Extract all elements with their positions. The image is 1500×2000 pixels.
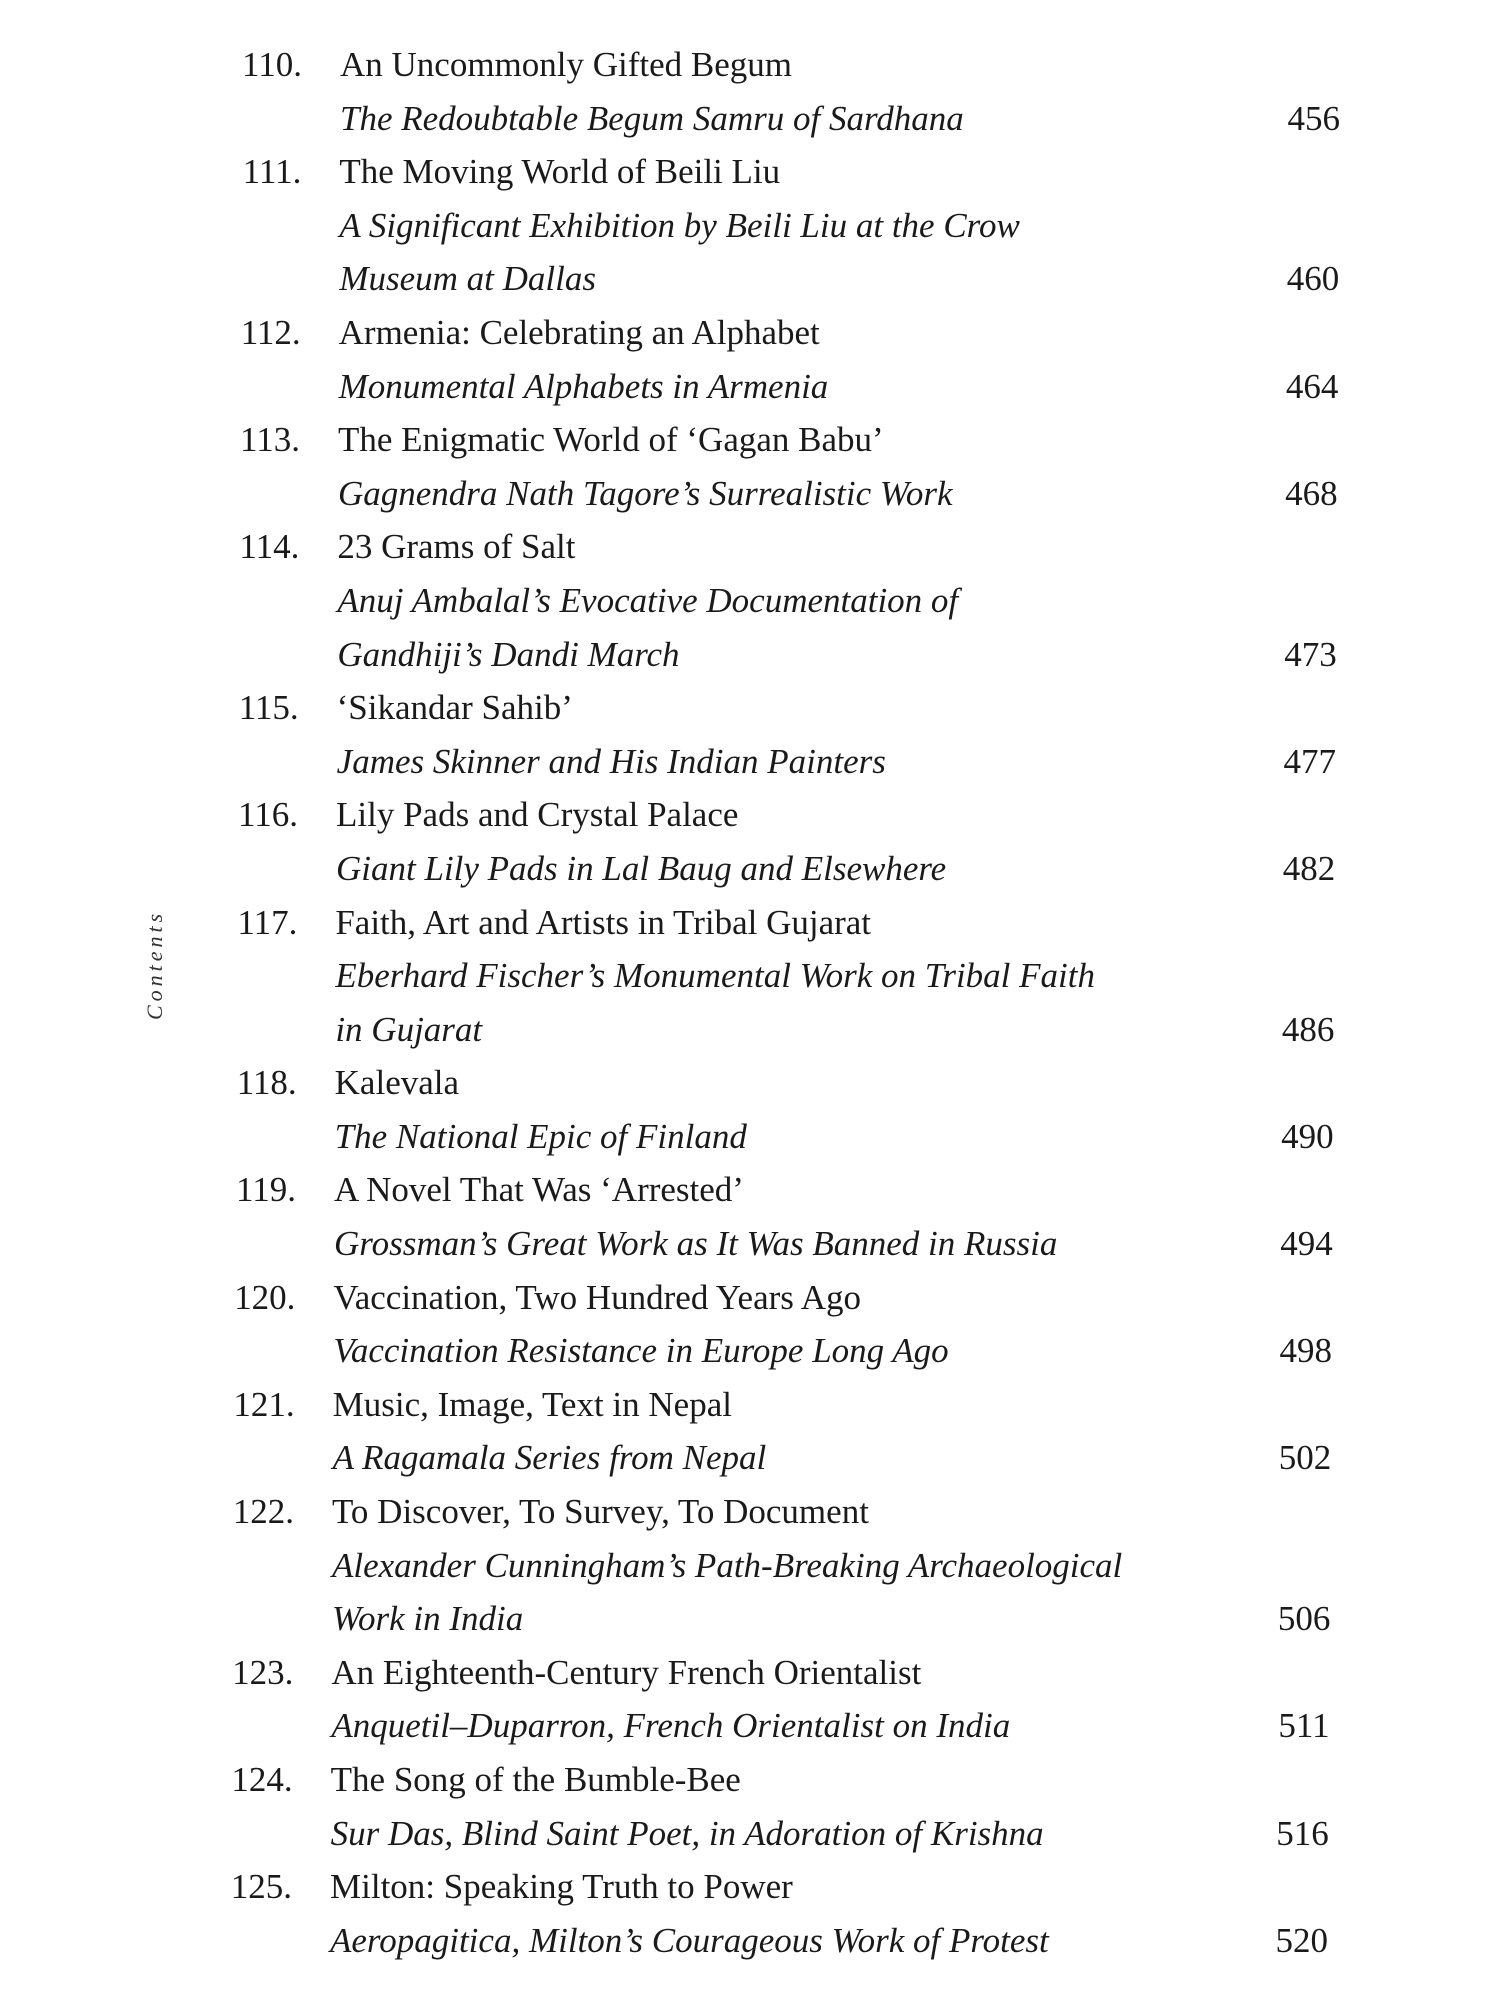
page-number: 516 (1276, 1813, 1329, 1853)
entry-title: An Uncommonly Gifted Begum (340, 45, 793, 84)
toc-entry (0, 306, 1500, 413)
page-number: 502 (1278, 1438, 1332, 1478)
entry-subtitle: Sur Das, Blind Saint Poet, in Adoration of Krishna (330, 1813, 1044, 1853)
page-number: 468 (1285, 473, 1338, 513)
entry-subtitle: Grossman’s Great Work as It Was Banned in Russia (334, 1224, 1058, 1264)
entry-number: 121. (233, 1384, 295, 1424)
entry-number: 110. (242, 45, 302, 84)
page-number: 511 (1278, 1706, 1330, 1746)
page-number: 473 (1284, 634, 1337, 674)
toc-entry (0, 413, 1500, 520)
entry-number: 115. (238, 688, 299, 728)
entry-subtitle: A Significant Exhibition by Beili Liu at the Crow (339, 205, 1020, 245)
toc-entry (0, 1753, 1500, 1860)
page-number: 506 (1277, 1599, 1331, 1639)
entry-subtitle: Museum at Dallas (339, 259, 596, 299)
entry-number: 120. (234, 1277, 296, 1317)
entry-number: 114. (239, 527, 300, 567)
entry-title: Vaccination, Two Hundred Years Ago (333, 1277, 861, 1317)
running-head: Contents (142, 909, 167, 1020)
toc-entry (0, 1163, 1500, 1270)
entry-subtitle: A Ragamala Series from Nepal (332, 1438, 767, 1478)
entry-number: 112. (240, 312, 301, 352)
entry-subtitle: Alexander Cunningham’s Path-Breaking Archaeological (332, 1545, 1123, 1585)
entry-subtitle: Giant Lily Pads in Lal Baug and Elsewhere (336, 848, 947, 888)
toc-entry (0, 520, 1500, 681)
entry-subtitle: The Redoubtable Begum Samru of Sardhana (340, 98, 964, 138)
entry-number: 117. (237, 902, 298, 942)
toc-entry (0, 896, 1500, 1057)
toc-entry (0, 1860, 1500, 1967)
entry-number: 124. (231, 1760, 293, 1799)
toc-entry (0, 681, 1500, 788)
entry-title: 23 Grams of Salt (337, 527, 576, 567)
entry-number: 111. (242, 152, 302, 192)
toc-entry (0, 1271, 1500, 1378)
entry-number: 125. (230, 1867, 292, 1907)
entry-subtitle: James Skinner and His Indian Painters (336, 741, 886, 781)
entry-subtitle: Anuj Ambalal’s Evocative Documentation of (337, 580, 959, 620)
entry-title: ‘Sikandar Sahib’ (336, 688, 573, 728)
entry-title: The Moving World of Beili Liu (339, 152, 781, 192)
page-number: 456 (1287, 98, 1340, 138)
toc-entry (0, 145, 1500, 306)
page-number: 482 (1282, 848, 1336, 888)
entry-subtitle: Monumental Alphabets in Armenia (338, 366, 829, 406)
entry-title: To Discover, To Survey, To Document (332, 1492, 869, 1532)
entry-subtitle: Anquetil–Duparron, French Orientalist on India (331, 1706, 1011, 1746)
entry-subtitle: in Gujarat (335, 1009, 483, 1049)
entry-number: 116. (238, 795, 298, 835)
entry-number: 119. (236, 1170, 296, 1210)
entry-title: A Novel That Was ‘Arrested’ (334, 1170, 744, 1210)
toc-entry (0, 1646, 1500, 1753)
entry-subtitle: Aeropagitica, Milton’s Courageous Work of Protest (330, 1920, 1049, 1960)
entry-title: Milton: Speaking Truth to Power (330, 1867, 793, 1907)
page-number: 486 (1281, 1009, 1335, 1049)
toc-entry (0, 38, 1500, 145)
entry-subtitle: Vaccination Resistance in Europe Long Ago (333, 1331, 949, 1371)
page-number: 464 (1285, 366, 1339, 406)
entry-subtitle: Eberhard Fischer’s Monumental Work on Tribal Faith (335, 956, 1095, 996)
entry-number: 123. (232, 1652, 294, 1692)
entry-title: Armenia: Celebrating an Alphabet (338, 312, 820, 352)
entry-number: 122. (232, 1492, 294, 1532)
page-number: 460 (1286, 259, 1340, 299)
toc-entry (0, 1378, 1500, 1485)
toc-list (0, 38, 1500, 1967)
entry-title: The Song of the Bumble-Bee (330, 1760, 741, 1799)
entry-number: 113. (240, 420, 300, 460)
page-number: 520 (1275, 1920, 1328, 1960)
toc-entry (0, 1056, 1500, 1163)
entry-subtitle: Gandhiji’s Dandi March (337, 634, 680, 674)
entry-title: Kalevala (334, 1063, 460, 1103)
entry-subtitle: Work in India (332, 1599, 524, 1639)
page-number: 494 (1280, 1224, 1333, 1264)
toc-entry (0, 788, 1500, 895)
entry-title: Faith, Art and Artists in Tribal Gujarat (335, 902, 872, 942)
entry-subtitle: The National Epic of Finland (334, 1116, 747, 1156)
page-number: 490 (1281, 1116, 1334, 1156)
entry-title: Music, Image, Text in Nepal (332, 1384, 732, 1424)
entry-number: 118. (236, 1063, 297, 1103)
entry-title: Lily Pads and Crystal Palace (336, 795, 739, 835)
toc-entry (0, 1485, 1500, 1646)
page-number: 498 (1279, 1331, 1332, 1371)
entry-title: An Eighteenth-Century French Orientalist (331, 1652, 922, 1692)
entry-title: The Enigmatic World of ‘Gagan Babu’ (338, 420, 884, 460)
entry-subtitle: Gagnendra Nath Tagore’s Surrealistic Work (338, 473, 953, 513)
page-number: 477 (1283, 741, 1336, 781)
